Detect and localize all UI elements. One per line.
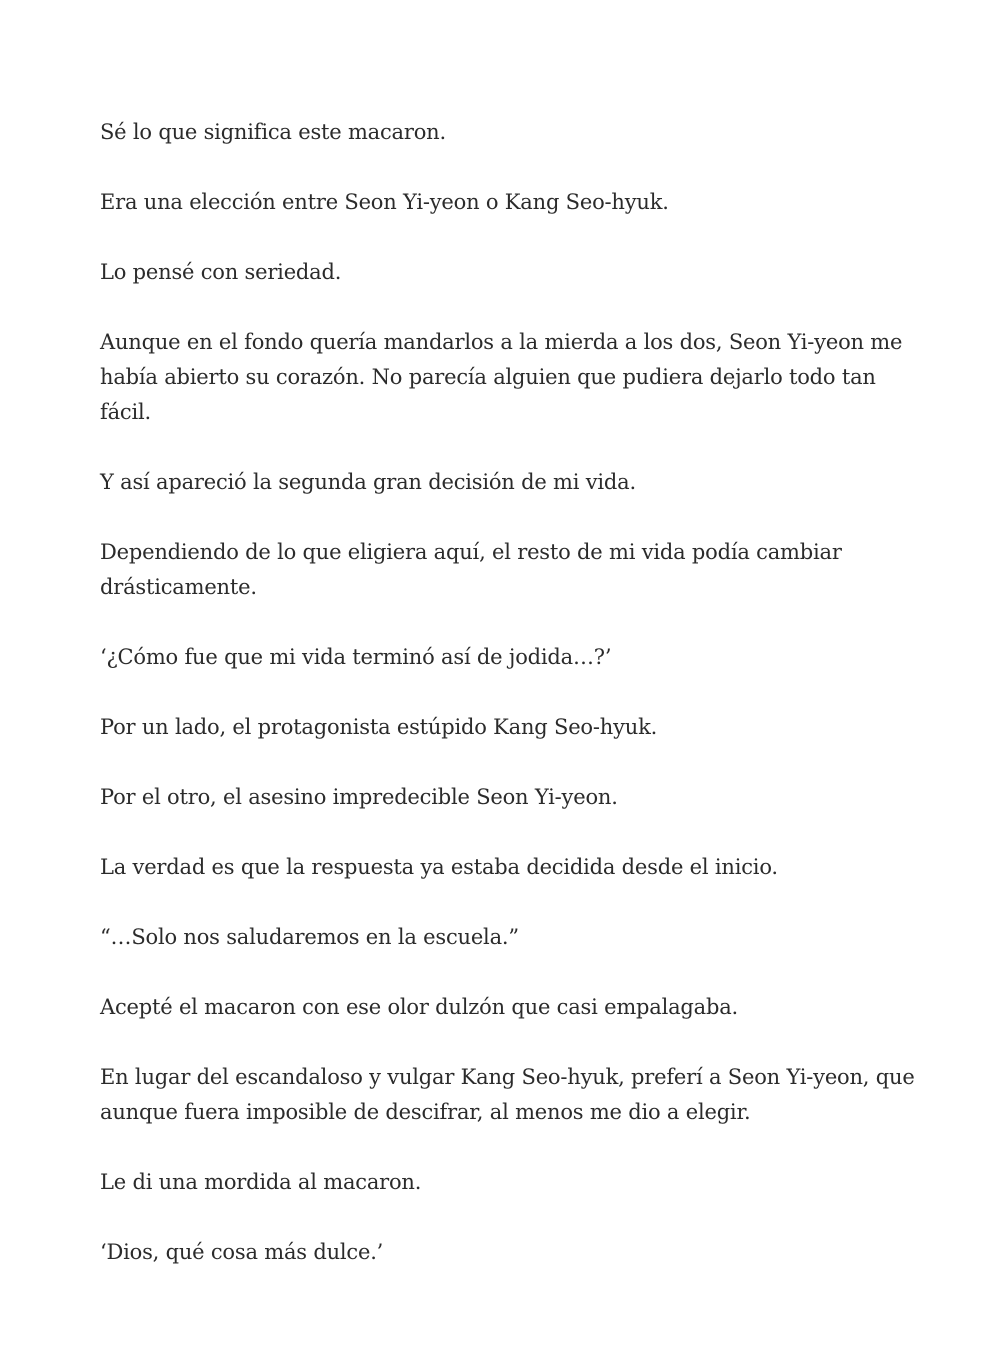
paragraph: “…Solo nos saludaremos en la escuela.”: [100, 925, 519, 949]
paragraph: La verdad es que la respuesta ya estaba decidida desde el inicio.: [100, 855, 778, 879]
paragraph: Le di una mordida al macaron.: [100, 1170, 422, 1194]
paragraph: ‘¿Cómo fue que mi vida terminó así de jodida…?’: [100, 645, 612, 669]
paragraph: Acepté el macaron con ese olor dulzón que casi empalagaba.: [100, 995, 739, 1019]
paragraph: Dependiendo de lo que eligiera aquí, el resto de mi vida podía cambiar drásticamente.: [100, 540, 842, 599]
paragraph: Y así apareció la segunda gran decisión de mi vida.: [100, 470, 636, 494]
paragraph: Sé lo que significa este macaron.: [100, 120, 446, 144]
paragraph: Aunque en el fondo quería mandarlos a la mierda a los dos, Seon Yi-yeon me había abierto su corazón. No parecía alguien que pudiera dejarlo todo tan fácil.: [100, 330, 903, 424]
paragraph: ‘Dios, qué cosa más dulce.’: [100, 1240, 384, 1264]
document-page: [100, 115, 920, 1305]
paragraph: Por el otro, el asesino impredecible Seon Yi-yeon.: [100, 785, 618, 809]
paragraph: En lugar del escandaloso y vulgar Kang Seo-hyuk, preferí a Seon Yi-yeon, que aunque fuera imposible de descifrar, al menos me dio a elegir.: [100, 1065, 915, 1124]
paragraph: Por un lado, el protagonista estúpido Kang Seo-hyuk.: [100, 715, 658, 739]
paragraph: Lo pensé con seriedad.: [100, 260, 342, 284]
paragraph: Era una elección entre Seon Yi-yeon o Kang Seo-hyuk.: [100, 190, 669, 214]
